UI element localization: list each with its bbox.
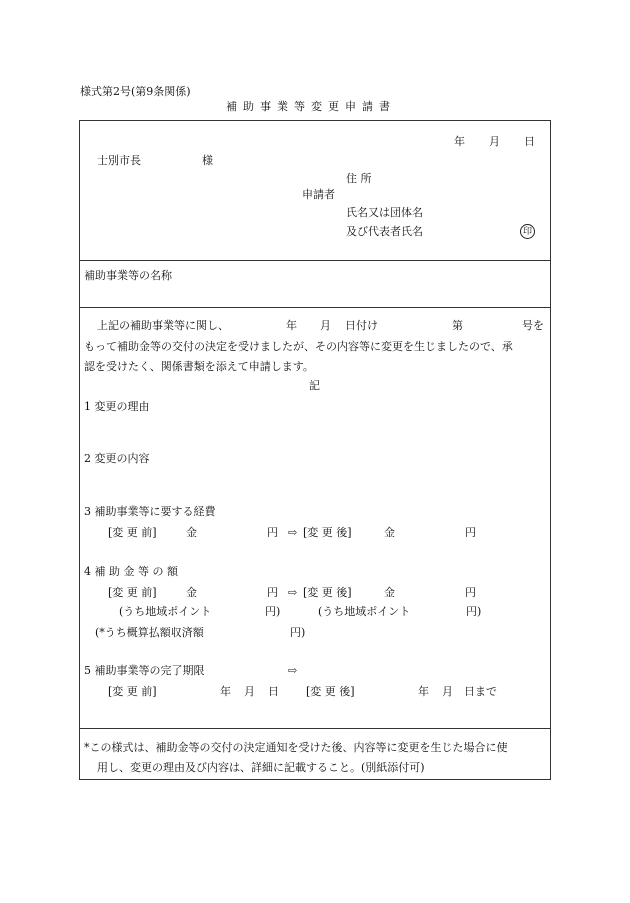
deadline-before-label: [変 更 前]	[108, 685, 157, 698]
deadline-after-until: 日まで	[464, 685, 497, 698]
deadline-before-day: 日	[268, 685, 279, 698]
item-reason: 1 変更の理由	[84, 400, 150, 413]
document-title: 補助事業等変更申請書	[226, 100, 396, 113]
subsidy-after-label: [変 更 後]	[303, 586, 352, 599]
item-subsidy-heading: 4 補 助 金 等 の 額	[84, 565, 178, 578]
body-line1-number-suffix: 号を	[522, 319, 544, 332]
deadline-before-month: 月	[244, 685, 255, 698]
addressee-name: 士別市長	[97, 154, 141, 167]
cost-before-yen: 円	[267, 526, 278, 539]
project-name-label: 補助事業等の名称	[84, 269, 172, 282]
seal-mark: 印	[520, 224, 535, 239]
cost-before-kin: 金	[186, 526, 197, 539]
item-cost-heading: 3 補助事業等に要する経費	[84, 505, 216, 518]
date-month: 月	[489, 135, 500, 148]
project-name-section	[79, 260, 551, 308]
date-day: 日	[524, 135, 535, 148]
item-content: 2 変更の内容	[84, 452, 150, 465]
deadline-before-year: 年	[220, 685, 231, 698]
item-deadline-heading: 5 補助事業等の完了期限	[84, 664, 205, 677]
body-line1-month: 月	[320, 319, 331, 332]
body-line1-date-suffix: 日付け	[345, 319, 378, 332]
cost-before-label: [変 更 前]	[108, 526, 157, 539]
cost-arrow: ⇨	[288, 526, 298, 539]
body-line1-year: 年	[286, 319, 297, 332]
deadline-after-month: 月	[442, 685, 453, 698]
subsidy-after-kin: 金	[384, 586, 395, 599]
applicant-label: 申請者	[302, 188, 335, 201]
body-line1-intro: 上記の補助事業等に関し、	[97, 319, 229, 332]
footnote-line1: *この様式は、補助金等の交付の決定通知を受けた後、内容等に変更を生じた場合に使	[84, 741, 508, 754]
deadline-arrow: ⇨	[288, 664, 298, 677]
subsidy-after-yen: 円	[465, 586, 476, 599]
ki-heading: 記	[309, 379, 320, 392]
advance-payment-close: 円)	[290, 626, 306, 639]
local-point-before-open: (うち地域ポイント	[119, 605, 212, 618]
body-line1-number-prefix: 第	[452, 319, 463, 332]
form-number-label: 様式第2号(第9条関係)	[80, 85, 191, 98]
addressee-honorific: 様	[202, 154, 213, 167]
local-point-after-close: 円)	[466, 605, 482, 618]
subsidy-before-yen: 円	[267, 586, 278, 599]
footnote-line2: 用し、変更の理由及び内容は、詳細に記載すること。(別紙添付可)	[97, 761, 425, 774]
date-year: 年	[454, 135, 465, 148]
address-label: 住 所	[346, 172, 372, 185]
cost-after-label: [変 更 後]	[303, 526, 352, 539]
body-line3: 認を受けたく、関係書類を添えて申請します。	[84, 360, 314, 373]
subsidy-before-label: [変 更 前]	[108, 586, 157, 599]
cost-after-kin: 金	[384, 526, 395, 539]
deadline-after-label: [変 更 後]	[306, 685, 355, 698]
body-line2: もって補助金等の交付の決定を受けましたが、その内容等に変更を生じましたので、承	[84, 340, 513, 353]
advance-payment-open: (*うち概算払額収済額	[95, 626, 204, 639]
name-label: 氏名又は団体名	[346, 206, 423, 219]
local-point-before-close: 円)	[265, 605, 281, 618]
subsidy-before-kin: 金	[186, 586, 197, 599]
representative-label: 及び代表者氏名	[346, 225, 423, 238]
subsidy-arrow: ⇨	[288, 586, 298, 599]
local-point-after-open: (うち地域ポイント	[318, 605, 411, 618]
deadline-after-year: 年	[418, 685, 429, 698]
cost-after-yen: 円	[465, 526, 476, 539]
